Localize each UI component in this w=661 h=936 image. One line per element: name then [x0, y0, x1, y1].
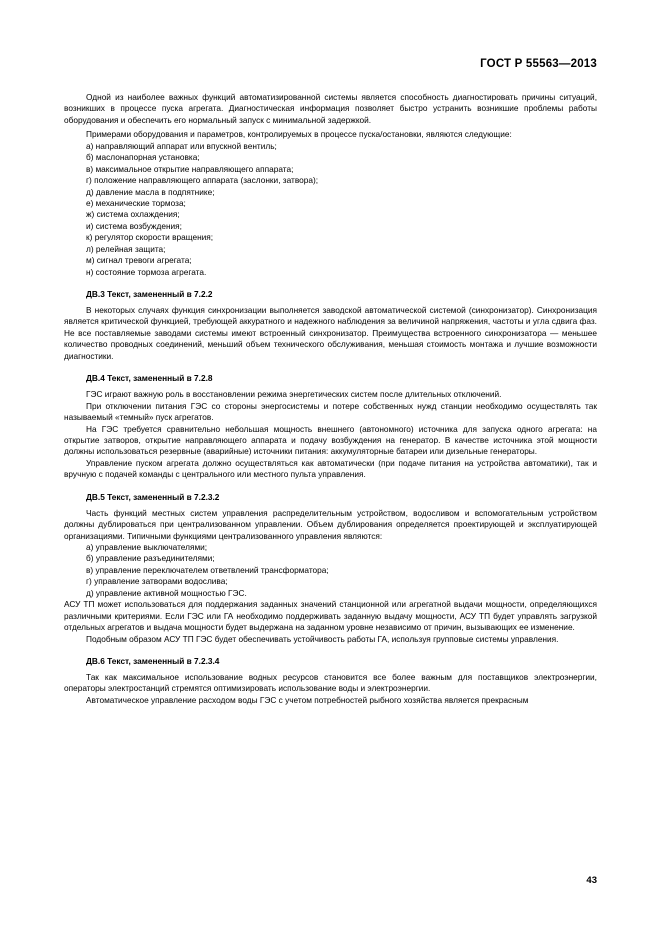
list-item: г) управление затворами водослива; [86, 576, 228, 587]
list-item: a) направляющий аппарат или впускной вентиль; [86, 140, 277, 151]
section-dv5-paragraph-1: Часть функций местных систем управления распределительным устройством, водосливом и вспомогательным устройством должны дублироваться при централизованном управлении. Объем дублирования определяется проектирующей и эксплуатирующей организациями. Типичными функциями централизованного управления являются: [64, 507, 597, 541]
section-heading-dv6: ДВ.6 Текст, замененный в 7.2.3.4 [86, 655, 220, 666]
section-heading-dv5: ДВ.5 Текст, замененный в 7.2.3.2 [86, 491, 220, 502]
section-dv3-paragraph-1: В некоторых случаях функция синхронизации выполняется заводской автоматической системой (синхронизатор). Синхронизация является критической функцией, требующей аккуратного и надежного наблюдения за величиной напряжения, частоты и угла сдвига фаз. Не все поставляемые заводами системы имеют встроенный синхронизатор. Преимущества встроенного синхронизатора — меньшее количество проводных соединений, меньший объем технического обслуживания, меньшая стоимость монтажа и лучшие возможности диагностики. [64, 305, 597, 361]
section-dv4-paragraph-1: ГЭС играют важную роль в восстановлении режима энергетических систем после длительных отключений. [86, 389, 502, 400]
section-dv5-function-list [64, 542, 597, 599]
list-item: б) маслонапорная установка; [86, 152, 200, 163]
intro-paragraph-2: Примерами оборудования и параметров, контролируемых в процессе пуска/остановки, являются следующие: [86, 129, 512, 140]
list-item: и) система возбуждения; [86, 220, 182, 231]
section-dv6-paragraph-2: Автоматическое управление расходом воды ГЭС с учетом потребностей рыбного хозяйства является прекрасным [86, 694, 529, 705]
list-item: в) управление переключателем ответвлений трансформатора; [86, 564, 329, 575]
document-body [64, 92, 597, 706]
list-item: д) управление активной мощностью ГЭС. [86, 587, 247, 598]
section-heading-dv3: ДВ.3 Текст, замененный в 7.2.2 [86, 289, 213, 299]
list-item: е) механические тормоза; [86, 197, 186, 208]
list-item: д) давление масла в подпятнике; [86, 186, 215, 197]
intro-equipment-list [64, 141, 597, 278]
page-header-standard-number: ГОСТ Р 55563—2013 [480, 58, 597, 70]
section-heading-dv4: ДВ.4 Текст, замененный в 7.2.8 [86, 373, 213, 384]
list-item: м) сигнал тревоги агрегата; [86, 255, 192, 266]
list-item: ж) система охлаждения; [86, 209, 180, 220]
list-item: a) управление выключателями; [86, 542, 208, 552]
intro-paragraph-1: Одной из наиболее важных функций автоматизированной системы является способность диагностировать причины ситуаций, возникших в процессе пуска агрегата. Диагностическая информация позволяет быстро устранить возникшие проблемы работы оборудования и обеспечить его нормальный запуск с минимальной задержкой. [64, 92, 597, 125]
list-item: л) релейная защита; [86, 243, 166, 254]
list-item: г) положение направляющего аппарата (заслонки, затвора); [86, 175, 319, 186]
section-dv4-paragraph-4: Управление пуском агрегата должно осуществляться как автоматически (при подаче питания на устройства автоматики), так и вручную с подачей команды с центрального или местного пульта управления. [64, 457, 597, 480]
page-number: 43 [586, 875, 597, 886]
section-dv5-paragraph-after-2: Подобным образом АСУ ТП ГЭС будет обеспечивать устойчивость работы ГА, используя групповые системы управления. [86, 633, 559, 644]
section-dv6-paragraph-1: Так как максимальное использование водных ресурсов становится все более важным для поставщиков электроэнергии, операторы электростанций стремятся оптимизировать использование воды и электроэнергии. [64, 671, 597, 694]
list-item: н) состояние тормоза агрегата. [86, 266, 207, 277]
list-item: в) максимальное открытие направляющего аппарата; [86, 163, 294, 174]
list-item: б) управление разъединителями; [86, 553, 215, 564]
list-item: к) регулятор скорости вращения; [86, 232, 214, 243]
section-dv4-paragraph-3: На ГЭС требуется сравнительно небольшая мощность внешнего (автономного) источника для запуска одного агрегата: на открытие затворов, открытие направляющего аппарата и подачу возбуждения на генератор. В качестве источника этой мощности должны использоваться резервные (аварийные) источники питания: аккумуляторные батареи или дизельные генераторы. [64, 423, 597, 457]
section-dv4-paragraph-2: При отключении питания ГЭС со стороны энергосистемы и потере собственных нужд станции необходимо осуществлять так называемый «темный» пуск агрегатов. [64, 400, 597, 423]
section-dv5-paragraph-after-1: АСУ ТП может использоваться для поддержания заданных значений станционной или агрегатной выдачи мощности, определяющихся различными критериями. Если ГЭС или ГА необходимо поддерживать заданную выдачу мощности, АСУ ТП будет управлять загрузкой отдельных агрегатов и выдача мощности будет выдержана на заданном уровне независимо от причин, вызывающих ее изменение. [64, 599, 597, 633]
